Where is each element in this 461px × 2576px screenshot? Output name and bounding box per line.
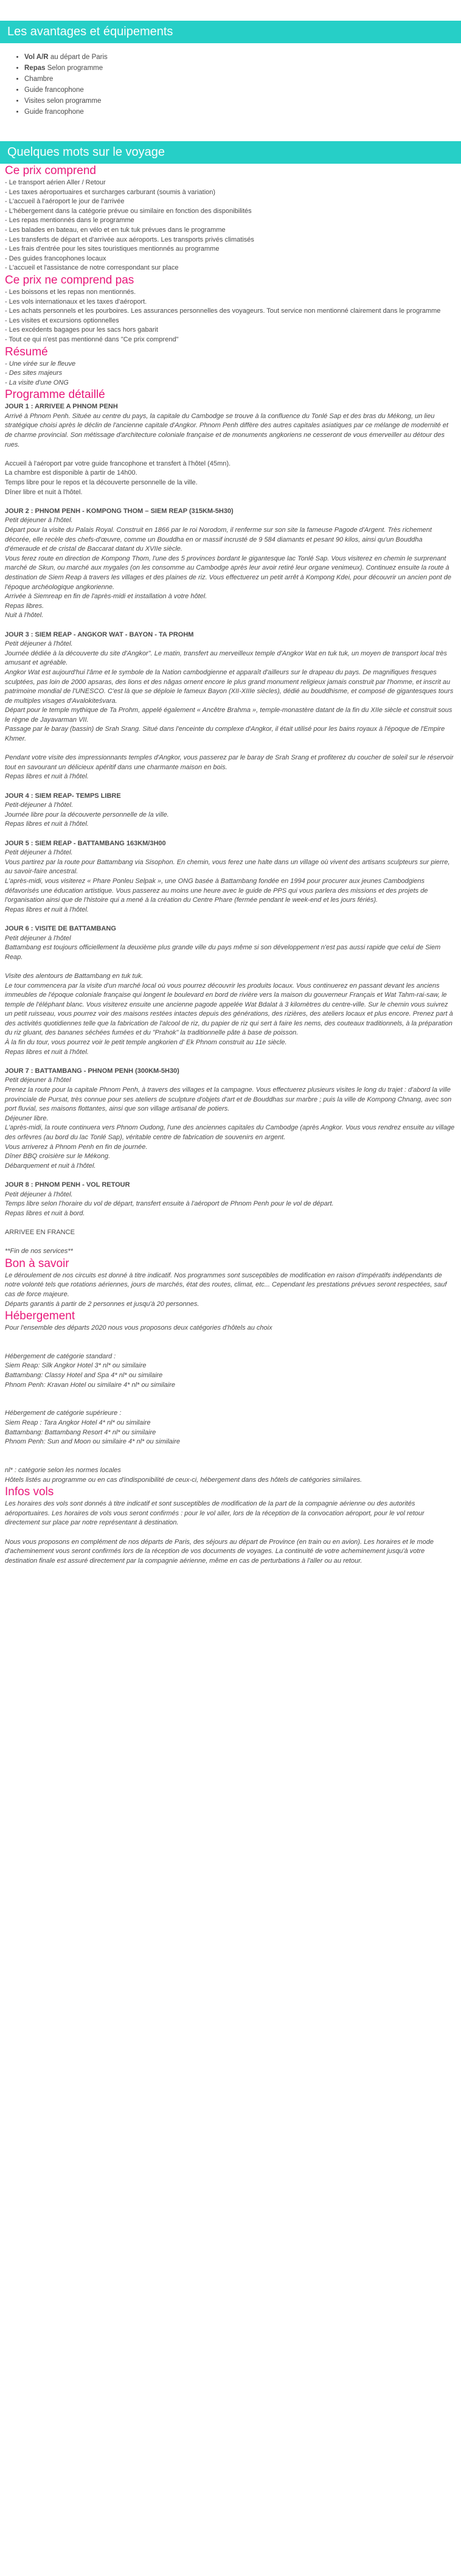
spacer (5, 621, 456, 630)
day-title: JOUR 8 : PHNOM PENH - VOL RETOUR (5, 1181, 130, 1189)
prix-ne-comprend-section (0, 273, 461, 345)
heb-line: Siem Reap : Tara Angkor Hotel 4* nl* ou similaire (5, 1419, 151, 1427)
avantage-item-text: Selon programme (45, 65, 103, 72)
spacer (5, 1342, 456, 1352)
text-line: - Les repas mentionnés dans le programme (5, 217, 134, 225)
day-title: JOUR 2 : PHNOM PENH - KOMPONG THOM – SIEM REAP (315KM-5H30) (5, 507, 234, 515)
voyage-banner (0, 141, 461, 164)
avantages-banner (0, 21, 461, 43)
text-line: - Une virée sur le fleuve (5, 360, 76, 368)
text-line: - Les excédents bagages pour les sacs hors gabarit (5, 326, 158, 334)
infos-vols-title: Infos vols (5, 1485, 54, 1499)
text-line: - L'hébergement dans la catégorie prévue ou similaire en fonction des disponibilités (5, 207, 252, 215)
text-line: - Les boissons et les repas non mentionnés. (5, 288, 136, 296)
day-title: JOUR 3 : SIEM REAP - ANGKOR WAT - BAYON - TA PROHM (5, 630, 194, 638)
day-line: Temps libre selon l'horaire du vol de départ, transfert ensuite à l'aéroport de Phnom Penh pour le vol de départ. (5, 1200, 334, 1208)
avantage-item (24, 96, 461, 106)
day-line: Repas libres. (5, 602, 44, 610)
day-line: **Fin de nos services** (5, 1248, 73, 1255)
day-line: Prenez la route pour la capitale Phnom Penh, à travers des villages et la campagne. Vous effectuerez plusieurs visites le long du trajet : d'abord la ville provinciale de Pursat, très connue pour ses ateliers de sculpture d'objets d'art et de Bouddhas sur marbre ; puis la ville de Kompong Chnang, avec son port fluvial, ses maisons flottantes, ainsi que son village artisanal de potiers. (5, 1086, 452, 1113)
programme-days (5, 402, 456, 1256)
text-line: - Les balades en bateau, en vélo et en tuk tuk prévues dans le programme (5, 226, 226, 234)
heb-line: nl* : catégorie selon les normes locales (5, 1467, 121, 1474)
spacer (5, 1400, 456, 1409)
avantage-item (24, 85, 461, 96)
prix-comprend-section (0, 164, 461, 273)
day-line: Petit déjeuner à l'hôtel. (5, 517, 73, 525)
day-line: Accueil à l'aéroport par votre guide francophone et transfert à l'hôtel (45mn). (5, 459, 231, 467)
heb-line: Hôtels listés au programme ou en cas d'indisponibilité de ceux-ci, hébergement dans des hôtels de catégories similaires. (5, 1476, 362, 1484)
day-line: Battambang est toujours officiellement la deuxième plus grande ville du pays même si son développement n'est pas aussi rapide que celui de Siem Reap. (5, 944, 441, 961)
text-line: - La visite d'une ONG (5, 379, 69, 386)
day-line: La chambre est disponible à partir de 14h00. (5, 469, 137, 477)
spacer (5, 1456, 456, 1466)
text-line: - Des sites majeurs (5, 369, 63, 377)
day-line: Arrivée à Siemreap en fin de l'après-midi et installation à votre hôtel. (5, 593, 207, 601)
avantages-title: Les avantages et équipements (7, 25, 173, 38)
text-line: - Des guides francophones locaux (5, 254, 106, 262)
day-line: Dîner libre et nuit à l'hôtel. (5, 488, 83, 496)
avantage-item-text: Guide francophone (24, 108, 84, 116)
heb-line: Battambang: Classy Hotel and Spa 4* nl* ou similaire (5, 1372, 163, 1380)
avantages-list (0, 52, 461, 117)
vols-line: Les horaires des vols sont donnés à titre indicatif et sont susceptibles de modification de la part de la compagnie aérienne ou des autorités aéroportuaires. Les horaires de vols vous seront confirmés : pour le vol aller, lors de la réception de la convocation aéroport, pour le vol retour directement sur place par notre représentant à destination. (5, 1500, 425, 1527)
avantage-item-text: au départ de Paris (48, 54, 108, 61)
avantage-item (24, 52, 461, 63)
day-line: Repas libres et nuit à bord. (5, 1209, 85, 1217)
spacer (5, 962, 456, 972)
day-line: Angkor Wat est aujourd'hui l'âme et le symbole de la Nation cambodgienne et apparaît d'ailleurs sur le drapeau du pays. De magnifiques fresques sculptées, pas loin de 2000 apsaras, des lions et des nâgas ornent encore le plus grand monument religieux jamais construit par l'homme, et inscrit au patrimoine mondial de l'UNESCO. C'est là que se déploie le fameux Bayon (XII-XIIIe siècles), dédié au bouddhisme, et composé de gigantesques tours de multiples visages d'Avalokiteśvara. (5, 668, 454, 705)
spacer (5, 1333, 456, 1343)
heb-line: Pour l'ensemble des départs 2020 nous vous proposons deux catégories d'hôtels au choix (5, 1324, 272, 1332)
day-line: Repas libres et nuit à l'hôtel. (5, 773, 89, 781)
bon-a-savoir-lines (5, 1271, 456, 1309)
vols-line: Nous vous proposons en complément de nos départs de Paris, des séjours au départ de Province (en train ou en avion). Les horaires et le mode d'acheminement vous seront confirmés lors de la réception de vos documents de voyages. La continuité de votre acheminement jusqu'à votre destination finale est assuré directement par la compagnie aérienne, même en cas de perturbations à l'aller ou au retour. (5, 1538, 434, 1565)
bon-a-savoir-title: Bon à savoir (5, 1257, 69, 1270)
day-line: L'après-midi, vous visiterez « Phare Ponleu Selpak », une ONG basée à Battambang fondée en 1994 pour procurer aux jeunes Cambodgiens défavorisés une éducation artistique. Vous passerez au moins une heure avec le guide de PPS qui vous parlera des missions et des projets de l'organisation ainsi que de l'histoire qui a mené à la création du Centre Phare (fermée pendant le week-end et les jours fériés). (5, 877, 428, 904)
day-line: Journée libre pour la découverte personnelle de la ville. (5, 811, 169, 819)
text-line: - Les vols internationaux et les taxes d'aéroport. (5, 298, 147, 305)
hebergement-title: Hébergement (5, 1310, 75, 1323)
programme-section (0, 388, 461, 1256)
text-line: - Les visites et excursions optionnelles (5, 316, 119, 324)
day-line: Vous arriverez à Phnom Penh en fin de journée. (5, 1143, 148, 1151)
day-line: Petit déjeuner à l'hôtel. (5, 640, 73, 648)
spacer (5, 450, 456, 459)
heb-line: Hébergement de catégorie supérieure : (5, 1409, 122, 1417)
day-line: Petit déjeuner à l'hôtel. (5, 849, 73, 857)
infos-vols-lines (5, 1499, 456, 1566)
heb-line: Siem Reap: Silk Angkor Hotel 3* nl* ou similaire (5, 1362, 147, 1370)
day-title: JOUR 6 : VISITE DE BATTAMBANG (5, 924, 116, 932)
day-line: Petit déjeuner à l'hôtel (5, 1077, 71, 1084)
day-line: Visite des alentours de Battambang en tuk tuk. (5, 972, 144, 980)
day-line: Petit déjeuner à l'hôtel. (5, 1190, 73, 1198)
hebergement-section (0, 1309, 461, 1485)
day-line: Repas libres et nuit à l'hôtel. (5, 820, 89, 828)
day-line: Débarquement et nuit à l'hôtel. (5, 1162, 96, 1170)
spacer (5, 915, 456, 924)
avantage-item-bold: Vol A/R (24, 54, 49, 61)
avantage-item (24, 63, 461, 74)
avantage-item (24, 74, 461, 85)
avantage-item-text: Chambre (24, 75, 54, 83)
day-title: JOUR 7 : BATTAMBANG - PHNOM PENH (300KM-5H30) (5, 1067, 179, 1075)
spacer (5, 1528, 456, 1538)
day-line: Temps libre pour le repos et la découverte personnelle de la ville. (5, 479, 198, 487)
day-line: Repas libres et nuit à l'hôtel. (5, 906, 89, 913)
day-title: JOUR 4 : SIEM REAP- TEMPS LIBRE (5, 792, 121, 800)
day-line: Déjeuner libre. (5, 1114, 49, 1122)
spacer (5, 744, 456, 754)
prix-ne-comprend-lines (5, 288, 456, 345)
text-line: - Le transport aérien Aller / Retour (5, 179, 106, 186)
day-line: Petit-déjeuner à l'hôtel. (5, 801, 74, 809)
day-line: Petit déjeuner à l'hôtel (5, 934, 71, 942)
day-line: À la fin du tour, vous pourrez voir le petit temple angkorien d' Ek Phnom construit au 11e siècle. (5, 1039, 287, 1047)
text-line: - Les frais d'entrée pour les sites touristiques mentionnés au programme (5, 245, 220, 253)
avantage-item-bold: Repas (24, 65, 46, 72)
day-line: Vous ferez route en direction de Kompong Thom, l'une des 5 provinces bordant le gigantesque lac Tonlé Sap. Vous visiterez en chemin le surprenant marché de Skun, ou marché aux mygales (on les consomme au Cambodge après leur avoir retiré leur organe venimeux). Continuez ensuite la route à destination de Siem Reap à travers les villages et des plaines de riz. Vous effectuerez un petit arrêt à Kompong Kdei, pour découvrir un ancien pont de l'époque archéologique angkorienne. (5, 554, 451, 591)
text-line: - L'accueil et l'assistance de notre correspondant sur place (5, 264, 179, 272)
day-line: Le tour commencera par la visite d'un marché local où vous pourrez découvrir les produits locaux. Vous continuerez en passant devant les anciens immeubles de l'époque coloniale française qui longent le boulevard en bord de rivière vers la maison du gouverneur Français et Wat Tahm-rai-saw, le temple de l'éléphant blanc. Vous visiterez ensuite une ancienne pagode appelée Wat Bdalat à 3 kilomètres du centre-ville. Sur le chemin vous suivrez un petit ruisseau, vous pourrez voir des maisons restées intactes depuis des générations, des rizières, des ateliers locaux et plus encore. Prenez part à des activités quotidiennes telle que la fabrication de l'alcool de riz, du papier de riz qui sert à faire les nems, des couteaux traditionnels, à la préparation du riz gluant, des bananes séchées fumées et du "Prahok" la traditionnelle pâte à base de poisson. (5, 982, 453, 1037)
day-title: JOUR 5 : SIEM REAP - BATTAMBANG 163KM/3H00 (5, 839, 166, 847)
day-line: Départ pour la visite du Palais Royal. Construit en 1866 par le roi Norodom, il renferme sur son site la fameuse Pagode d'Argent. Très richement décorée, elle recèle des chefs-d'œuvre, comme un Bouddha en or massif incrusté de 9 584 diamants et pesant 90 kilos, ainsi qu'un Bouddha d'émeraude et de cristal de Baccarat datant du XVIIe siècle. (5, 526, 432, 553)
resume-section (0, 345, 461, 388)
day-line: Pendant votre visite des impressionnants temples d'Angkor, vous passerez par le baray de Srah Srang et profiterez du coucher de soleil sur le réservoir tout en savourant un délicieux apéritif dans une charmante maison en bois. (5, 754, 454, 771)
day-line: Nuit à l'hôtel. (5, 612, 44, 620)
day-line: Passage par le baray (bassin) de Srah Srang. Situé dans l'enceinte du complexe d'Angkor, il était utilisé pour les bains royaux à l'époque de l'Empire Khmer. (5, 725, 445, 743)
spacer (5, 497, 456, 507)
avantage-item (24, 106, 461, 117)
spacer (5, 1390, 456, 1400)
programme-title: Programme détaillé (5, 388, 105, 402)
text-line: - Tout ce qui n'est pas mentionné dans "Ce prix comprend" (5, 335, 179, 343)
text-line: - Les taxes aéroportuaires et surcharges carburant (soumis à variation) (5, 188, 216, 196)
heb-line: Hébergement de catégorie standard : (5, 1352, 116, 1360)
avantage-item-text: Visites selon programme (24, 97, 102, 105)
day-title: JOUR 1 : ARRIVEE A PHNOM PENH (5, 403, 118, 411)
day-line: Départ pour le temple mythique de Ta Prohm, appelé également « Ancêtre Brahma », temple-monastère datant de la fin du XIIe siècle et construit sous le règne de Jayavarman VII. (5, 707, 452, 724)
resume-lines (5, 360, 456, 388)
day-line: Journée dédiée à la découverte du site d'Angkor". Le matin, transfert au merveilleux temple d'Angkor Wat en tuk tuk, un moyen de transport local très amusant et agréable. (5, 649, 447, 667)
day-line: Vous partirez par la route pour Battambang via Sisophon. En chemin, vous ferez une halte dans un village où vivent des artisans sculpteurs sur pierre, au savoir-faire ancestral. (5, 858, 450, 876)
infos-vols-section (0, 1485, 461, 1566)
spacer (5, 1218, 456, 1228)
hebergement-lines (5, 1324, 456, 1485)
day-line: L'après-midi, la route continuera vers Phnom Oudong, l'une des anciennes capitales du Cambodge (après Angkor. Vous vous rendrez ensuite au village des orfèvres (au bord du lac Tonlé Sap), véritable centre de fabrication de souvenirs en argent. (5, 1124, 455, 1141)
spacer (5, 1171, 456, 1181)
resume-title: Résumé (5, 345, 48, 358)
text-line: - L'accueil à l'aéroport le jour de l'arrivée (5, 198, 125, 206)
day-line: Dîner BBQ croisière sur le Mékong. (5, 1153, 111, 1161)
day-line: Repas libres et nuit à l'hôtel. (5, 1048, 89, 1056)
spacer (5, 829, 456, 839)
spacer (5, 1238, 456, 1248)
spacer (5, 1057, 456, 1067)
heb-line: Phnom Penh: Sun and Moon ou similaire 4* nl* ou similaire (5, 1438, 180, 1446)
day-line: Arrivé à Phnom Penh. Située au centre du pays, la capitale du Cambodge se trouve à la confluence du Tonlé Sap et des bras du Mékong, un lieu stratégique choisi après le déclin de l'ancienne capitale d'Angkor. Phnom Penh diffère des autres capitales asiatiques par ce mélange de modernité et de charme provincial. Son métissage d'architecture coloniale française et de monuments angkoriens ne cesseront de vous émerveiller au détour des rues. (5, 412, 449, 449)
voyage-title: Quelques mots sur le voyage (7, 145, 165, 159)
heb-line: Battambang: Battambang Resort 4* nl* ou similaire (5, 1428, 156, 1436)
bon-line: Départs garantis à partir de 2 personnes et jusqu'à 20 personnes. (5, 1300, 199, 1308)
bon-a-savoir-section (0, 1257, 461, 1309)
day-line: ARRIVEE EN FRANCE (5, 1228, 75, 1236)
prix-comprend-lines (5, 178, 456, 273)
heb-line: Phnom Penh: Kravan Hotel ou similaire 4* nl* ou similaire (5, 1381, 176, 1389)
bon-line: Le déroulement de nos circuits est donné à titre indicatif. Nos programmes sont susceptibles de modification en raison d'impératifs indépendants de notre volonté tels que rotations aériennes, jours de marchés, état des routes, climat, etc... Cependant les prestations prévues seront respectées, sauf cas de force majeure. (5, 1271, 447, 1298)
prix-ne-comprend-title: Ce prix ne comprend pas (5, 273, 134, 287)
spacer (5, 782, 456, 792)
prix-comprend-title: Ce prix comprend (5, 164, 96, 177)
text-line: - Les achats personnels et les pourboires. Les assurances personnelles des voyageurs. Tout service non mentionné clairement dans le programme (5, 307, 441, 315)
spacer (5, 1447, 456, 1457)
avantage-item-text: Guide francophone (24, 86, 84, 94)
text-line: - Les transferts de départ et d'arrivée aux aéroports. Les transports privés climatisés (5, 236, 254, 243)
